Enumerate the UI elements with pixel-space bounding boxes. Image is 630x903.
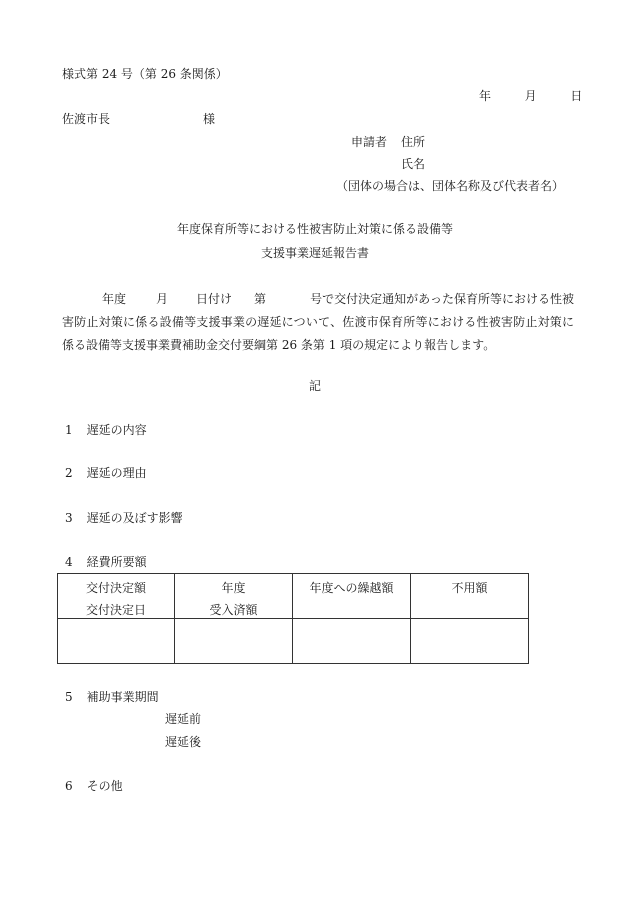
section-6-label: その他	[86, 779, 123, 793]
fee-header-cell	[175, 574, 293, 619]
fee-table	[57, 573, 529, 664]
body-day-dated: 日付け	[196, 292, 233, 306]
fee-header-line: 年度への繰越額	[309, 581, 394, 595]
section-2	[65, 467, 147, 479]
date-year-label: 年	[479, 89, 492, 103]
fee-header-cell	[293, 574, 411, 619]
section-3	[65, 512, 183, 524]
fee-table-input-row	[58, 619, 529, 664]
section-4	[65, 556, 147, 568]
body-month: 月	[156, 292, 169, 306]
date-day-label: 日	[570, 89, 583, 103]
addressee-honorific: 様	[203, 112, 216, 126]
applicant-note: （団体の場合は、団体名称及び代表者名）	[336, 179, 565, 193]
title-line-2: 支援事業遅延報告書	[260, 246, 369, 260]
section-3-label: 遅延の及ぼす影響	[86, 511, 183, 525]
section-1	[65, 424, 147, 436]
form-number: 様式第 24 号（第 26 条関係）	[62, 67, 228, 81]
period-after-label: 遅延後	[165, 735, 202, 749]
section-6-number: 6	[65, 779, 73, 793]
title-line-1: 年度保育所等における性被害防止対策に係る設備等	[176, 222, 453, 236]
fee-table-header-row	[58, 574, 529, 619]
fee-header-line: 年度	[221, 581, 246, 595]
applicant-address-label: 住所	[401, 135, 426, 149]
fee-input-cell[interactable]	[411, 619, 529, 664]
fee-input-cell[interactable]	[58, 619, 175, 664]
section-6	[65, 780, 123, 792]
fee-header-line: 交付決定日	[85, 603, 146, 617]
section-1-label: 遅延の内容	[86, 423, 147, 437]
fee-header-line: 受入済額	[209, 603, 258, 617]
date-line	[479, 90, 582, 102]
fee-header-cell	[411, 574, 529, 619]
ki-label: 記	[308, 379, 321, 393]
section-4-label: 経費所要額	[86, 555, 147, 569]
date-month-label: 月	[524, 89, 537, 103]
section-2-number: 2	[65, 466, 73, 480]
section-5	[65, 691, 159, 703]
fee-input-cell[interactable]	[293, 619, 411, 664]
period-before-label: 遅延前	[165, 712, 202, 726]
addressee-name: 佐渡市長	[62, 112, 111, 126]
body-paragraph	[62, 288, 574, 357]
section-5-label: 補助事業期間	[86, 690, 159, 704]
fee-input-cell[interactable]	[175, 619, 293, 664]
section-4-number: 4	[65, 555, 73, 569]
fee-header-cell	[58, 574, 175, 619]
applicant-name-label: 氏名	[401, 157, 426, 171]
body-dai: 第	[254, 292, 267, 306]
fee-header-line: 交付決定額	[85, 581, 146, 595]
section-2-label: 遅延の理由	[86, 466, 147, 480]
applicant-label: 申請者	[351, 135, 388, 149]
body-text: 号で交付決定通知があった保育所等における性被害防止対策に係る設備等支援事業の遅延について、佐渡市保育所等における性被害防止対策に係る設備等支援事業費補助金交付要綱第 26 条第 1 項の規定により報告します。	[62, 292, 574, 352]
section-3-number: 3	[65, 511, 73, 525]
section-5-number: 5	[65, 690, 73, 704]
section-1-number: 1	[65, 423, 73, 437]
body-year: 年度	[102, 292, 127, 306]
fee-header-line: 不用額	[451, 581, 488, 595]
